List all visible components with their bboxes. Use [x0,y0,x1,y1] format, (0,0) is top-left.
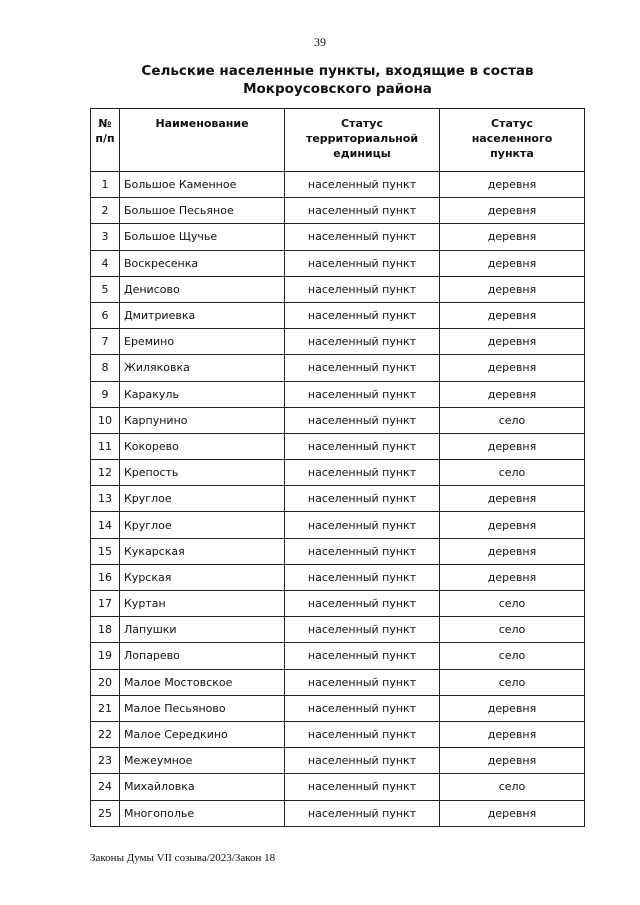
header-num-line-2: п/п [95,132,115,145]
row-number-cell: 19 [91,643,120,669]
title-line-2: Мокроусовского района [243,81,432,97]
settlement-name-cell: Воскресенка [120,250,285,276]
row-number-cell: 12 [91,460,120,486]
settlement-status-cell: деревня [440,433,585,459]
table-row [91,250,585,276]
settlement-name-cell: Межеумное [120,748,285,774]
table-row [91,276,585,302]
settlement-name-cell: Малое Середкино [120,721,285,747]
territorial-status-cell: населенный пункт [285,276,440,302]
territorial-status-cell: населенный пункт [285,591,440,617]
row-number-cell: 20 [91,669,120,695]
settlement-status-cell: деревня [440,302,585,328]
row-number-cell: 7 [91,329,120,355]
territorial-status-cell: населенный пункт [285,381,440,407]
settlement-name-cell: Многополье [120,800,285,826]
territorial-status-cell: населенный пункт [285,538,440,564]
header-name [120,109,285,172]
settlement-name-cell: Малое Мостовское [120,669,285,695]
table-row [91,433,585,459]
settlement-status-cell: село [440,643,585,669]
table-row [91,617,585,643]
row-number-cell: 9 [91,381,120,407]
row-number-cell: 24 [91,774,120,800]
row-number-cell: 17 [91,591,120,617]
settlement-status-cell: село [440,591,585,617]
settlement-name-cell: Большое Каменное [120,172,285,198]
territorial-status-cell: населенный пункт [285,302,440,328]
header-territorial-line-2: территориальной [305,132,419,145]
territorial-status-cell: населенный пункт [285,564,440,590]
territorial-status-cell: населенный пункт [285,617,440,643]
settlement-status-cell: деревня [440,748,585,774]
settlement-status-cell: село [440,460,585,486]
settlement-status-cell: деревня [440,564,585,590]
table-row [91,564,585,590]
settlement-name-cell: Большое Песьяное [120,198,285,224]
settlement-name-cell: Большое Щучье [120,224,285,250]
settlement-name-cell: Куртан [120,591,285,617]
territorial-status-cell: населенный пункт [285,774,440,800]
table-row [91,198,585,224]
settlement-name-cell: Круглое [120,512,285,538]
page-number: 39 [314,35,326,49]
settlement-name-cell: Малое Песьяново [120,695,285,721]
settlement-name-cell: Денисово [120,276,285,302]
settlement-name-cell: Кукарская [120,538,285,564]
header-settlement-line-3: пункта [490,147,534,160]
settlement-name-cell: Жиляковка [120,355,285,381]
settlement-status-cell: деревня [440,512,585,538]
header-territorial-status [285,109,440,172]
table-row [91,512,585,538]
header-name-label: Наименование [155,117,249,130]
table-row [91,224,585,250]
table-row [91,381,585,407]
table-row [91,721,585,747]
row-number-cell: 15 [91,538,120,564]
settlement-name-cell: Михайловка [120,774,285,800]
table-row [91,486,585,512]
territorial-status-cell: населенный пункт [285,748,440,774]
settlement-status-cell: село [440,774,585,800]
table-row [91,172,585,198]
header-territorial-line-1: Статус [341,117,383,130]
territorial-status-cell: населенный пункт [285,643,440,669]
settlement-status-cell: село [440,407,585,433]
table-row [91,774,585,800]
territorial-status-cell: населенный пункт [285,172,440,198]
territorial-status-cell: населенный пункт [285,486,440,512]
territorial-status-cell: населенный пункт [285,512,440,538]
table-row [91,748,585,774]
header-territorial-line-3: единицы [333,147,391,160]
settlement-status-cell: деревня [440,538,585,564]
table-row [91,460,585,486]
row-number-cell: 25 [91,800,120,826]
settlement-status-cell: деревня [440,695,585,721]
territorial-status-cell: населенный пункт [285,329,440,355]
row-number-cell: 1 [91,172,120,198]
settlement-status-cell: деревня [440,198,585,224]
row-number-cell: 14 [91,512,120,538]
settlement-name-cell: Лопарево [120,643,285,669]
table-row [91,538,585,564]
row-number-cell: 6 [91,302,120,328]
territorial-status-cell: населенный пункт [285,433,440,459]
territorial-status-cell: населенный пункт [285,198,440,224]
settlement-status-cell: село [440,617,585,643]
settlement-status-cell: деревня [440,329,585,355]
row-number-cell: 16 [91,564,120,590]
table-row [91,407,585,433]
table-row [91,302,585,328]
table-row [91,591,585,617]
settlement-status-cell: деревня [440,250,585,276]
settlement-name-cell: Крепость [120,460,285,486]
table-row [91,329,585,355]
territorial-status-cell: населенный пункт [285,800,440,826]
territorial-status-cell: населенный пункт [285,695,440,721]
table-row [91,643,585,669]
territorial-status-cell: населенный пункт [285,355,440,381]
settlement-status-cell: деревня [440,355,585,381]
header-settlement-line-1: Статус [491,117,533,130]
settlement-name-cell: Круглое [120,486,285,512]
settlement-status-cell: деревня [440,381,585,407]
settlement-status-cell: деревня [440,276,585,302]
settlement-status-cell: деревня [440,721,585,747]
settlement-name-cell: Каракуль [120,381,285,407]
settlement-status-cell: деревня [440,800,585,826]
header-num-line-1: № [98,117,112,130]
header-num [91,109,120,172]
row-number-cell: 10 [91,407,120,433]
territorial-status-cell: населенный пункт [285,669,440,695]
title-line-1: Сельские населенные пункты, входящие в состав [141,63,534,79]
settlement-name-cell: Дмитриевка [120,302,285,328]
territorial-status-cell: населенный пункт [285,224,440,250]
row-number-cell: 5 [91,276,120,302]
row-number-cell: 3 [91,224,120,250]
row-number-cell: 18 [91,617,120,643]
table-row [91,800,585,826]
territorial-status-cell: населенный пункт [285,407,440,433]
territorial-status-cell: населенный пункт [285,721,440,747]
settlement-status-cell: деревня [440,224,585,250]
row-number-cell: 22 [91,721,120,747]
settlement-status-cell: село [440,669,585,695]
row-number-cell: 21 [91,695,120,721]
settlement-status-cell: деревня [440,486,585,512]
row-number-cell: 11 [91,433,120,459]
table-header-row [91,109,585,172]
row-number-cell: 23 [91,748,120,774]
settlement-name-cell: Еремино [120,329,285,355]
page-title [90,62,585,98]
row-number-cell: 4 [91,250,120,276]
header-settlement-line-2: населенного [471,132,553,145]
settlement-name-cell: Кокорево [120,433,285,459]
row-number-cell: 13 [91,486,120,512]
territorial-status-cell: населенный пункт [285,460,440,486]
page-footer: Законы Думы VII созыва/2023/Закон 18 [90,852,276,864]
table-row [91,669,585,695]
table-row [91,695,585,721]
row-number-cell: 8 [91,355,120,381]
row-number-cell: 2 [91,198,120,224]
table-row [91,355,585,381]
territorial-status-cell: населенный пункт [285,250,440,276]
settlement-name-cell: Курская [120,564,285,590]
header-settlement-status [440,109,585,172]
settlement-name-cell: Лапушки [120,617,285,643]
settlement-name-cell: Карпунино [120,407,285,433]
settlements-table [90,108,585,827]
settlement-status-cell: деревня [440,172,585,198]
